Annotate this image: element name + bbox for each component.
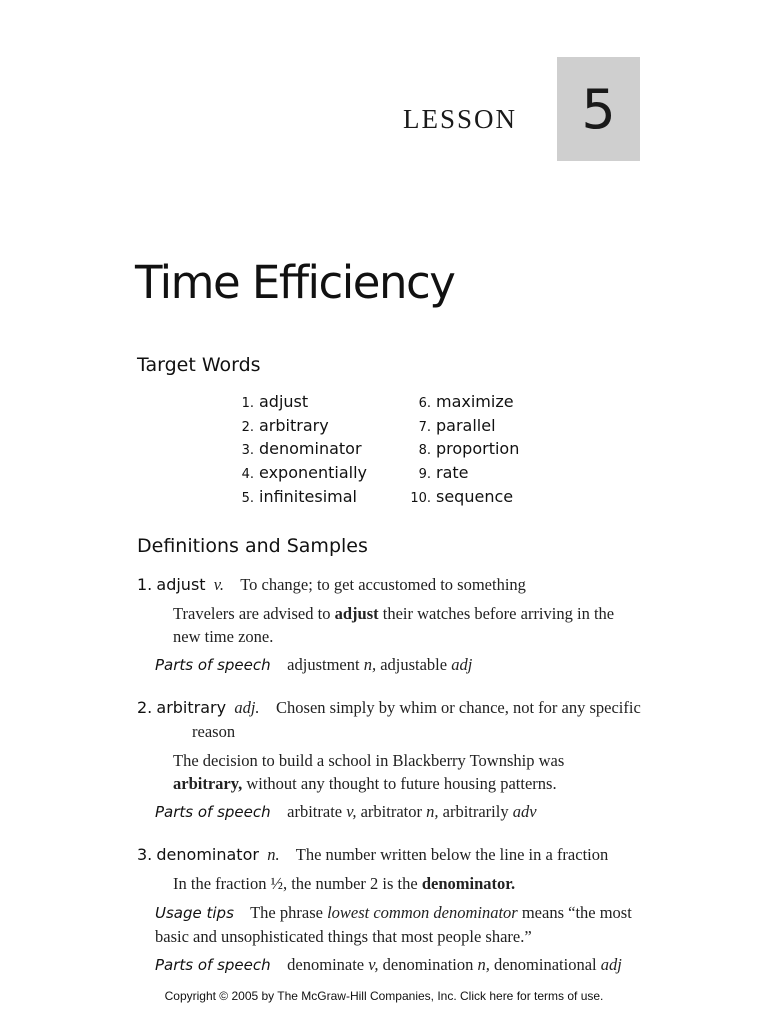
target-word: rate — [436, 463, 469, 483]
entry-denominator-sample: In the fraction ½, the number 2 is the denominator. — [173, 874, 516, 893]
target-word: exponentially — [259, 463, 367, 483]
entry-term: adjust — [156, 575, 206, 594]
copyright-footer-link[interactable]: Copyright © 2005 by The McGraw-Hill Companies, Inc. Click here for terms of use. — [164, 989, 604, 1003]
entry-definition: The number written below the line in a fraction — [295, 845, 609, 864]
target-word: proportion — [436, 439, 520, 459]
target-words-right-column — [405, 392, 519, 510]
entry-arbitrary-sample-cont: arbitrary, without any thought to future housing patterns. — [173, 774, 557, 793]
entry-denominator-usage-tips: Usage tips The phrase lowest common denominator means “the most — [155, 903, 632, 922]
list-item: 7. parallel — [418, 415, 496, 435]
entry-denominator-usage-tips-cont: basic and unsophisticated things that most people share.” — [155, 927, 532, 946]
entry-arbitrary-definition-cont: reason — [192, 722, 236, 741]
target-word: denominator — [259, 439, 362, 459]
entry-arbitrary-headline: 2. arbitrary adj. Chosen simply by whim or chance, not for any specific — [137, 698, 641, 717]
list-item: 4. exponentially — [241, 463, 367, 483]
list-item: 8. proportion — [418, 439, 520, 459]
list-item: 10. sequence — [410, 486, 514, 506]
entry-definition: To change; to get accustomed to something — [240, 575, 526, 594]
entry-adjust-sample-cont: new time zone. — [173, 627, 274, 646]
lesson-label: LESSON — [403, 104, 518, 134]
entry-adjust-parts-of-speech: Parts of speech adjustment n, adjustable adj — [155, 655, 473, 674]
target-word: infinitesimal — [259, 486, 357, 506]
entry-pos: adj. — [234, 698, 260, 717]
definitions-heading: Definitions and Samples — [137, 535, 368, 557]
list-item: 6. maximize — [418, 392, 514, 411]
target-word: sequence — [436, 486, 514, 506]
entry-term: arbitrary — [156, 698, 227, 717]
target-word: arbitrary — [259, 415, 329, 435]
list-item: 1. adjust — [241, 392, 309, 411]
entry-arbitrary-sample: The decision to build a school in Blackberry Township was — [173, 751, 565, 770]
entry-adjust-headline: 1. adjust v. To change; to get accustomed to something — [137, 575, 526, 594]
entry-adjust-sample: Travelers are advised to adjust their watches before arriving in the — [173, 604, 615, 623]
list-item: 9. rate — [418, 463, 469, 483]
target-words-left-column — [228, 392, 367, 510]
entry-pos: n. — [267, 845, 280, 864]
target-word: parallel — [436, 415, 496, 435]
entry-definition: Chosen simply by whim or chance, not for any specific — [276, 698, 641, 717]
target-word: maximize — [436, 392, 514, 411]
page-title: Time Efficiency — [135, 256, 455, 309]
target-words-heading: Target Words — [137, 354, 261, 376]
entry-term: denominator — [156, 845, 259, 864]
lesson-number: 5 — [581, 78, 616, 141]
list-item: 3. denominator — [241, 439, 362, 459]
entry-pos: v. — [213, 575, 225, 594]
target-word: adjust — [259, 392, 309, 411]
list-item: 2. arbitrary — [241, 415, 329, 435]
entry-denominator-parts-of-speech: Parts of speech denominate v, denomination n, denominational adj — [155, 955, 622, 974]
entry-denominator-headline: 3. denominator n. The number written below the line in a fraction — [137, 845, 609, 864]
entry-arbitrary-parts-of-speech: Parts of speech arbitrate v, arbitrator n, arbitrarily adv — [155, 802, 537, 821]
list-item: 5. infinitesimal — [241, 486, 357, 506]
